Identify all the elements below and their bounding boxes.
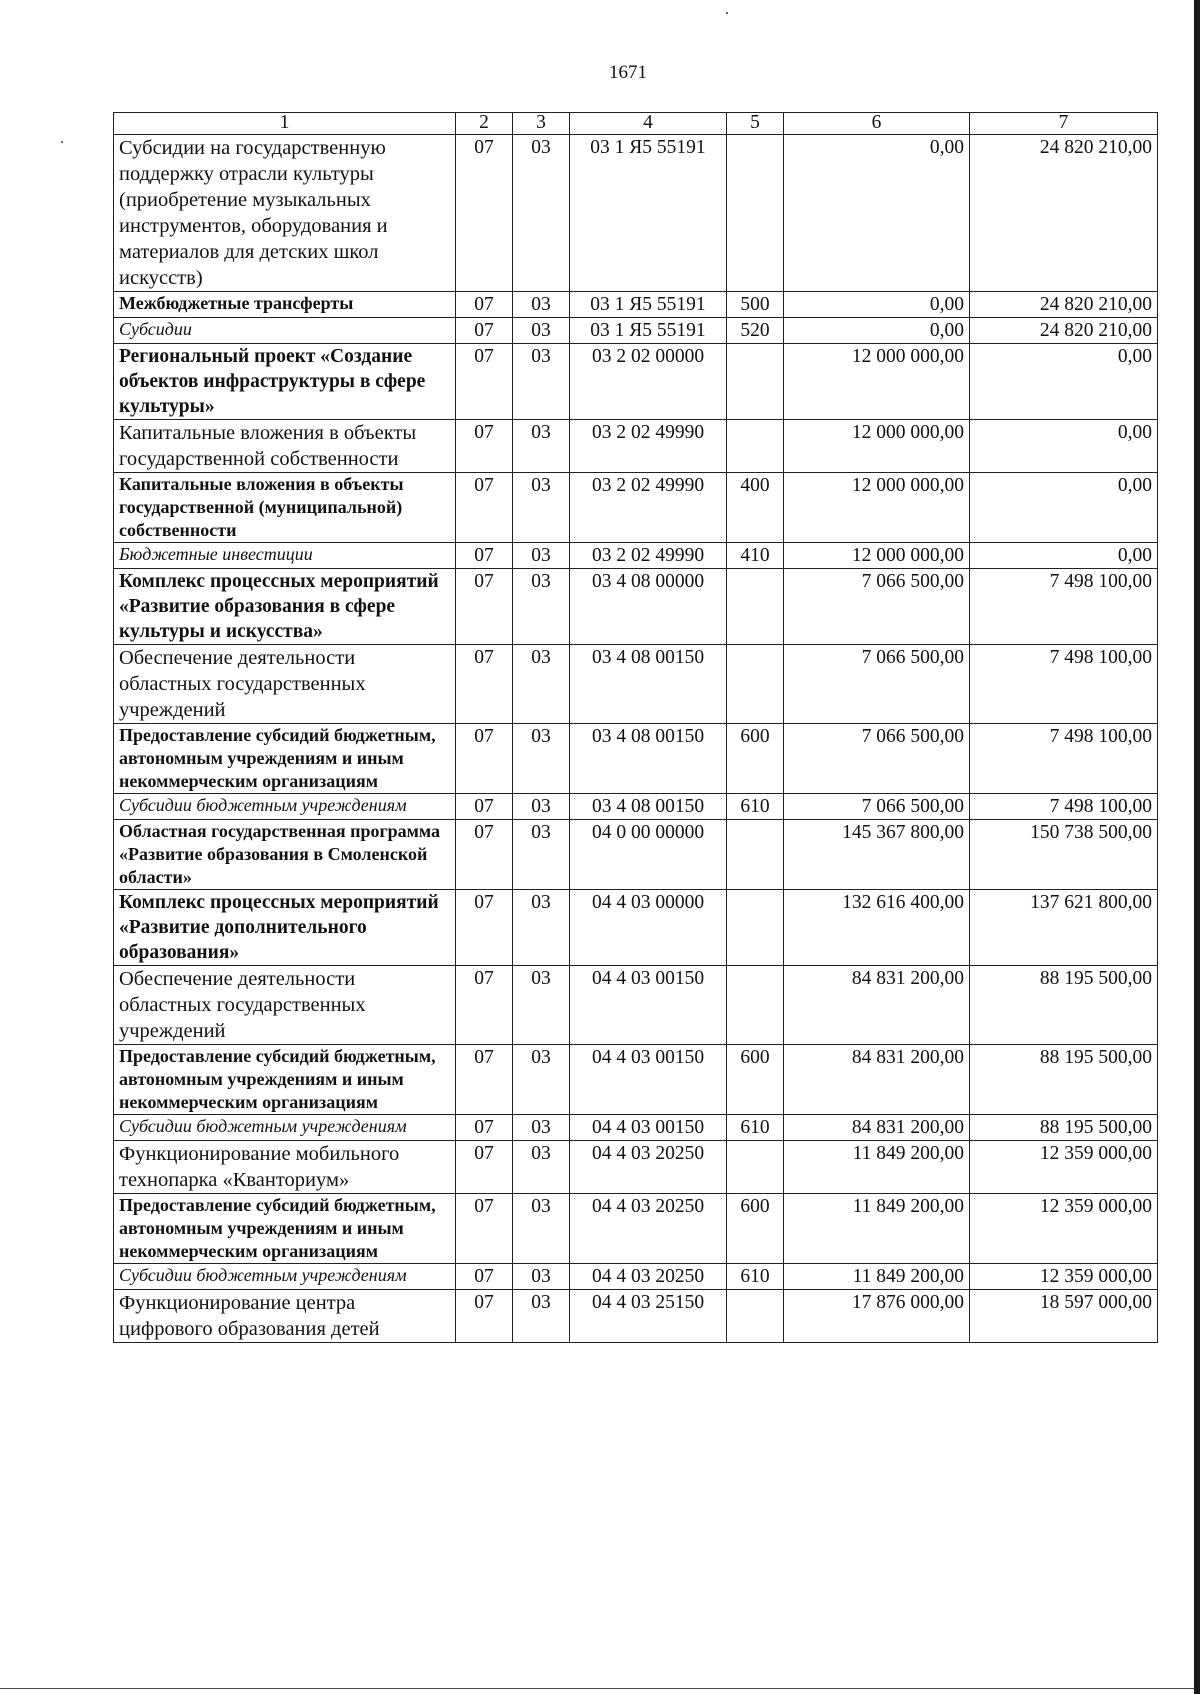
row-section-cell: 07 [456,1290,513,1343]
row-sum-1-cell: 7 066 500,00 [784,569,970,645]
row-sum-1-cell: 84 831 200,00 [784,966,970,1045]
row-sum-1-cell: 145 367 800,00 [784,820,970,890]
table-row [114,318,1158,344]
row-target-article-cell: 03 2 02 49990 [570,473,727,543]
row-target-article-cell: 04 4 03 00150 [570,966,727,1045]
table-row [114,1115,1158,1141]
row-sum-2-cell: 0,00 [970,420,1158,473]
row-expense-type-cell: 610 [727,1115,784,1141]
row-expense-type-cell [727,966,784,1045]
row-sum-2-cell: 24 820 210,00 [970,135,1158,292]
row-section-cell: 07 [456,569,513,645]
row-sum-1-cell: 17 876 000,00 [784,1290,970,1343]
row-expense-type-cell: 600 [727,1194,784,1264]
row-target-article-cell: 04 4 03 00150 [570,1115,727,1141]
table-row [114,344,1158,420]
row-subsection-cell: 03 [513,1045,570,1115]
row-name-cell: Межбюджетные трансферты [114,292,456,318]
row-sum-2-cell: 0,00 [970,543,1158,569]
row-name-cell: Бюджетные инвестиции [114,543,456,569]
row-section-cell: 07 [456,135,513,292]
table-row [114,473,1158,543]
budget-table [113,112,1158,1343]
row-expense-type-cell: 520 [727,318,784,344]
row-section-cell: 07 [456,318,513,344]
row-target-article-cell: 03 4 08 00150 [570,645,727,724]
row-expense-type-cell [727,890,784,966]
row-sum-1-cell: 84 831 200,00 [784,1045,970,1115]
row-name-cell: Субсидии на государственную поддержку отрасли культуры (приобретение музыкальных инструментов, оборудования и материалов для детских школ искусств) [114,135,456,292]
row-subsection-cell: 03 [513,645,570,724]
row-subsection-cell: 03 [513,135,570,292]
row-expense-type-cell [727,420,784,473]
row-section-cell: 07 [456,794,513,820]
row-expense-type-cell: 600 [727,724,784,794]
row-subsection-cell: 03 [513,1141,570,1194]
row-subsection-cell: 03 [513,1290,570,1343]
row-expense-type-cell: 600 [727,1045,784,1115]
row-sum-1-cell: 0,00 [784,135,970,292]
header-row [114,113,1158,135]
row-name-cell: Предоставление субсидий бюджетным, автономным учреждениям и иным некоммерческим организациям [114,724,456,794]
table-row [114,1194,1158,1264]
row-sum-2-cell: 7 498 100,00 [970,724,1158,794]
table-row [114,645,1158,724]
row-sum-2-cell: 150 738 500,00 [970,820,1158,890]
row-target-article-cell: 04 4 03 00150 [570,1045,727,1115]
row-section-cell: 07 [456,966,513,1045]
table-row [114,543,1158,569]
row-name-cell: Предоставление субсидий бюджетным, автономным учреждениям и иным некоммерческим организациям [114,1194,456,1264]
row-sum-2-cell: 0,00 [970,344,1158,420]
row-section-cell: 07 [456,1194,513,1264]
row-name-cell: Субсидии бюджетным учреждениям [114,794,456,820]
scan-bottom-edge [0,1688,1194,1689]
row-target-article-cell: 03 2 02 49990 [570,543,727,569]
row-name-cell: Функционирование центра цифрового образования детей [114,1290,456,1343]
row-subsection-cell: 03 [513,1115,570,1141]
row-target-article-cell: 04 4 03 25150 [570,1290,727,1343]
row-sum-2-cell: 24 820 210,00 [970,318,1158,344]
row-subsection-cell: 03 [513,794,570,820]
table-row [114,292,1158,318]
row-subsection-cell: 03 [513,1264,570,1290]
table-row [114,724,1158,794]
row-section-cell: 07 [456,820,513,890]
row-sum-2-cell: 7 498 100,00 [970,794,1158,820]
row-sum-2-cell: 88 195 500,00 [970,966,1158,1045]
row-name-cell: Комплекс процессных мероприятий «Развитие образования в сфере культуры и искусства» [114,569,456,645]
scan-edge-shadow [1194,0,1200,1694]
row-subsection-cell: 03 [513,820,570,890]
row-sum-1-cell: 11 849 200,00 [784,1141,970,1194]
row-target-article-cell: 03 2 02 49990 [570,420,727,473]
row-section-cell: 07 [456,1115,513,1141]
row-expense-type-cell [727,1290,784,1343]
row-expense-type-cell: 500 [727,292,784,318]
row-subsection-cell: 03 [513,1194,570,1264]
row-section-cell: 07 [456,1045,513,1115]
row-subsection-cell: 03 [513,966,570,1045]
row-sum-2-cell: 7 498 100,00 [970,569,1158,645]
header-cell: 1 [114,113,456,135]
table-header [114,113,1158,135]
row-section-cell: 07 [456,1141,513,1194]
row-sum-2-cell: 24 820 210,00 [970,292,1158,318]
row-target-article-cell: 03 1 Я5 55191 [570,135,727,292]
row-target-article-cell: 04 4 03 20250 [570,1264,727,1290]
header-cell: 5 [727,113,784,135]
row-target-article-cell: 03 4 08 00000 [570,569,727,645]
row-sum-2-cell: 7 498 100,00 [970,645,1158,724]
row-subsection-cell: 03 [513,890,570,966]
row-subsection-cell: 03 [513,569,570,645]
row-expense-type-cell [727,135,784,292]
header-cell: 4 [570,113,727,135]
row-sum-1-cell: 11 849 200,00 [784,1194,970,1264]
row-section-cell: 07 [456,292,513,318]
row-target-article-cell: 03 2 02 00000 [570,344,727,420]
row-name-cell: Областная государственная программа «Развитие образования в Смоленской области» [114,820,456,890]
table-row [114,1264,1158,1290]
table-body [114,135,1158,1343]
row-sum-2-cell: 18 597 000,00 [970,1290,1158,1343]
row-section-cell: 07 [456,344,513,420]
row-subsection-cell: 03 [513,724,570,794]
row-sum-1-cell: 0,00 [784,292,970,318]
row-section-cell: 07 [456,645,513,724]
table-row [114,820,1158,890]
row-subsection-cell: 03 [513,344,570,420]
row-section-cell: 07 [456,724,513,794]
row-section-cell: 07 [456,473,513,543]
row-sum-2-cell: 12 359 000,00 [970,1141,1158,1194]
table-row [114,1045,1158,1115]
row-sum-1-cell: 12 000 000,00 [784,420,970,473]
row-sum-1-cell: 7 066 500,00 [784,724,970,794]
row-target-article-cell: 04 4 03 20250 [570,1194,727,1264]
row-sum-2-cell: 137 621 800,00 [970,890,1158,966]
row-expense-type-cell [727,645,784,724]
row-section-cell: 07 [456,1264,513,1290]
table-row [114,420,1158,473]
row-subsection-cell: 03 [513,543,570,569]
row-sum-2-cell: 88 195 500,00 [970,1115,1158,1141]
row-subsection-cell: 03 [513,473,570,543]
row-name-cell: Капитальные вложения в объекты государственной (муниципальной) собственности [114,473,456,543]
row-expense-type-cell [727,569,784,645]
page-number: 1671 [609,62,647,83]
row-expense-type-cell [727,344,784,420]
row-name-cell: Субсидии бюджетным учреждениям [114,1264,456,1290]
table-row [114,1290,1158,1343]
row-name-cell: Функционирование мобильного технопарка «Кванториум» [114,1141,456,1194]
row-expense-type-cell [727,820,784,890]
table-row [114,966,1158,1045]
row-subsection-cell: 03 [513,318,570,344]
row-target-article-cell: 04 4 03 00000 [570,890,727,966]
row-expense-type-cell: 610 [727,1264,784,1290]
row-section-cell: 07 [456,890,513,966]
row-expense-type-cell: 610 [727,794,784,820]
row-target-article-cell: 03 4 08 00150 [570,724,727,794]
row-expense-type-cell: 400 [727,473,784,543]
table-row [114,569,1158,645]
row-sum-2-cell: 12 359 000,00 [970,1194,1158,1264]
row-sum-1-cell: 12 000 000,00 [784,543,970,569]
row-target-article-cell: 04 0 00 00000 [570,820,727,890]
row-sum-2-cell: 88 195 500,00 [970,1045,1158,1115]
table-row [114,890,1158,966]
table-row [114,135,1158,292]
table-row [114,794,1158,820]
row-subsection-cell: 03 [513,292,570,318]
row-target-article-cell: 03 1 Я5 55191 [570,292,727,318]
row-subsection-cell: 03 [513,420,570,473]
scan-speck [726,12,728,14]
row-expense-type-cell: 410 [727,543,784,569]
row-sum-1-cell: 12 000 000,00 [784,473,970,543]
row-name-cell: Обеспечение деятельности областных государственных учреждений [114,966,456,1045]
table-row [114,1141,1158,1194]
header-cell: 6 [784,113,970,135]
row-sum-1-cell: 7 066 500,00 [784,794,970,820]
row-name-cell: Обеспечение деятельности областных государственных учреждений [114,645,456,724]
row-name-cell: Комплекс процессных мероприятий «Развитие дополнительного образования» [114,890,456,966]
row-section-cell: 07 [456,543,513,569]
header-cell: 2 [456,113,513,135]
row-sum-1-cell: 7 066 500,00 [784,645,970,724]
row-section-cell: 07 [456,420,513,473]
row-sum-2-cell: 0,00 [970,473,1158,543]
row-target-article-cell: 03 1 Я5 55191 [570,318,727,344]
row-name-cell: Капитальные вложения в объекты государственной собственности [114,420,456,473]
row-name-cell: Предоставление субсидий бюджетным, автономным учреждениям и иным некоммерческим организациям [114,1045,456,1115]
row-sum-1-cell: 11 849 200,00 [784,1264,970,1290]
row-sum-1-cell: 0,00 [784,318,970,344]
header-cell: 3 [513,113,570,135]
row-sum-1-cell: 12 000 000,00 [784,344,970,420]
row-sum-1-cell: 84 831 200,00 [784,1115,970,1141]
row-sum-2-cell: 12 359 000,00 [970,1264,1158,1290]
row-target-article-cell: 03 4 08 00150 [570,794,727,820]
row-target-article-cell: 04 4 03 20250 [570,1141,727,1194]
row-name-cell: Субсидии [114,318,456,344]
scan-speck [61,141,63,143]
row-name-cell: Региональный проект «Создание объектов инфраструктуры в сфере культуры» [114,344,456,420]
header-cell: 7 [970,113,1158,135]
row-sum-1-cell: 132 616 400,00 [784,890,970,966]
row-name-cell: Субсидии бюджетным учреждениям [114,1115,456,1141]
row-expense-type-cell [727,1141,784,1194]
